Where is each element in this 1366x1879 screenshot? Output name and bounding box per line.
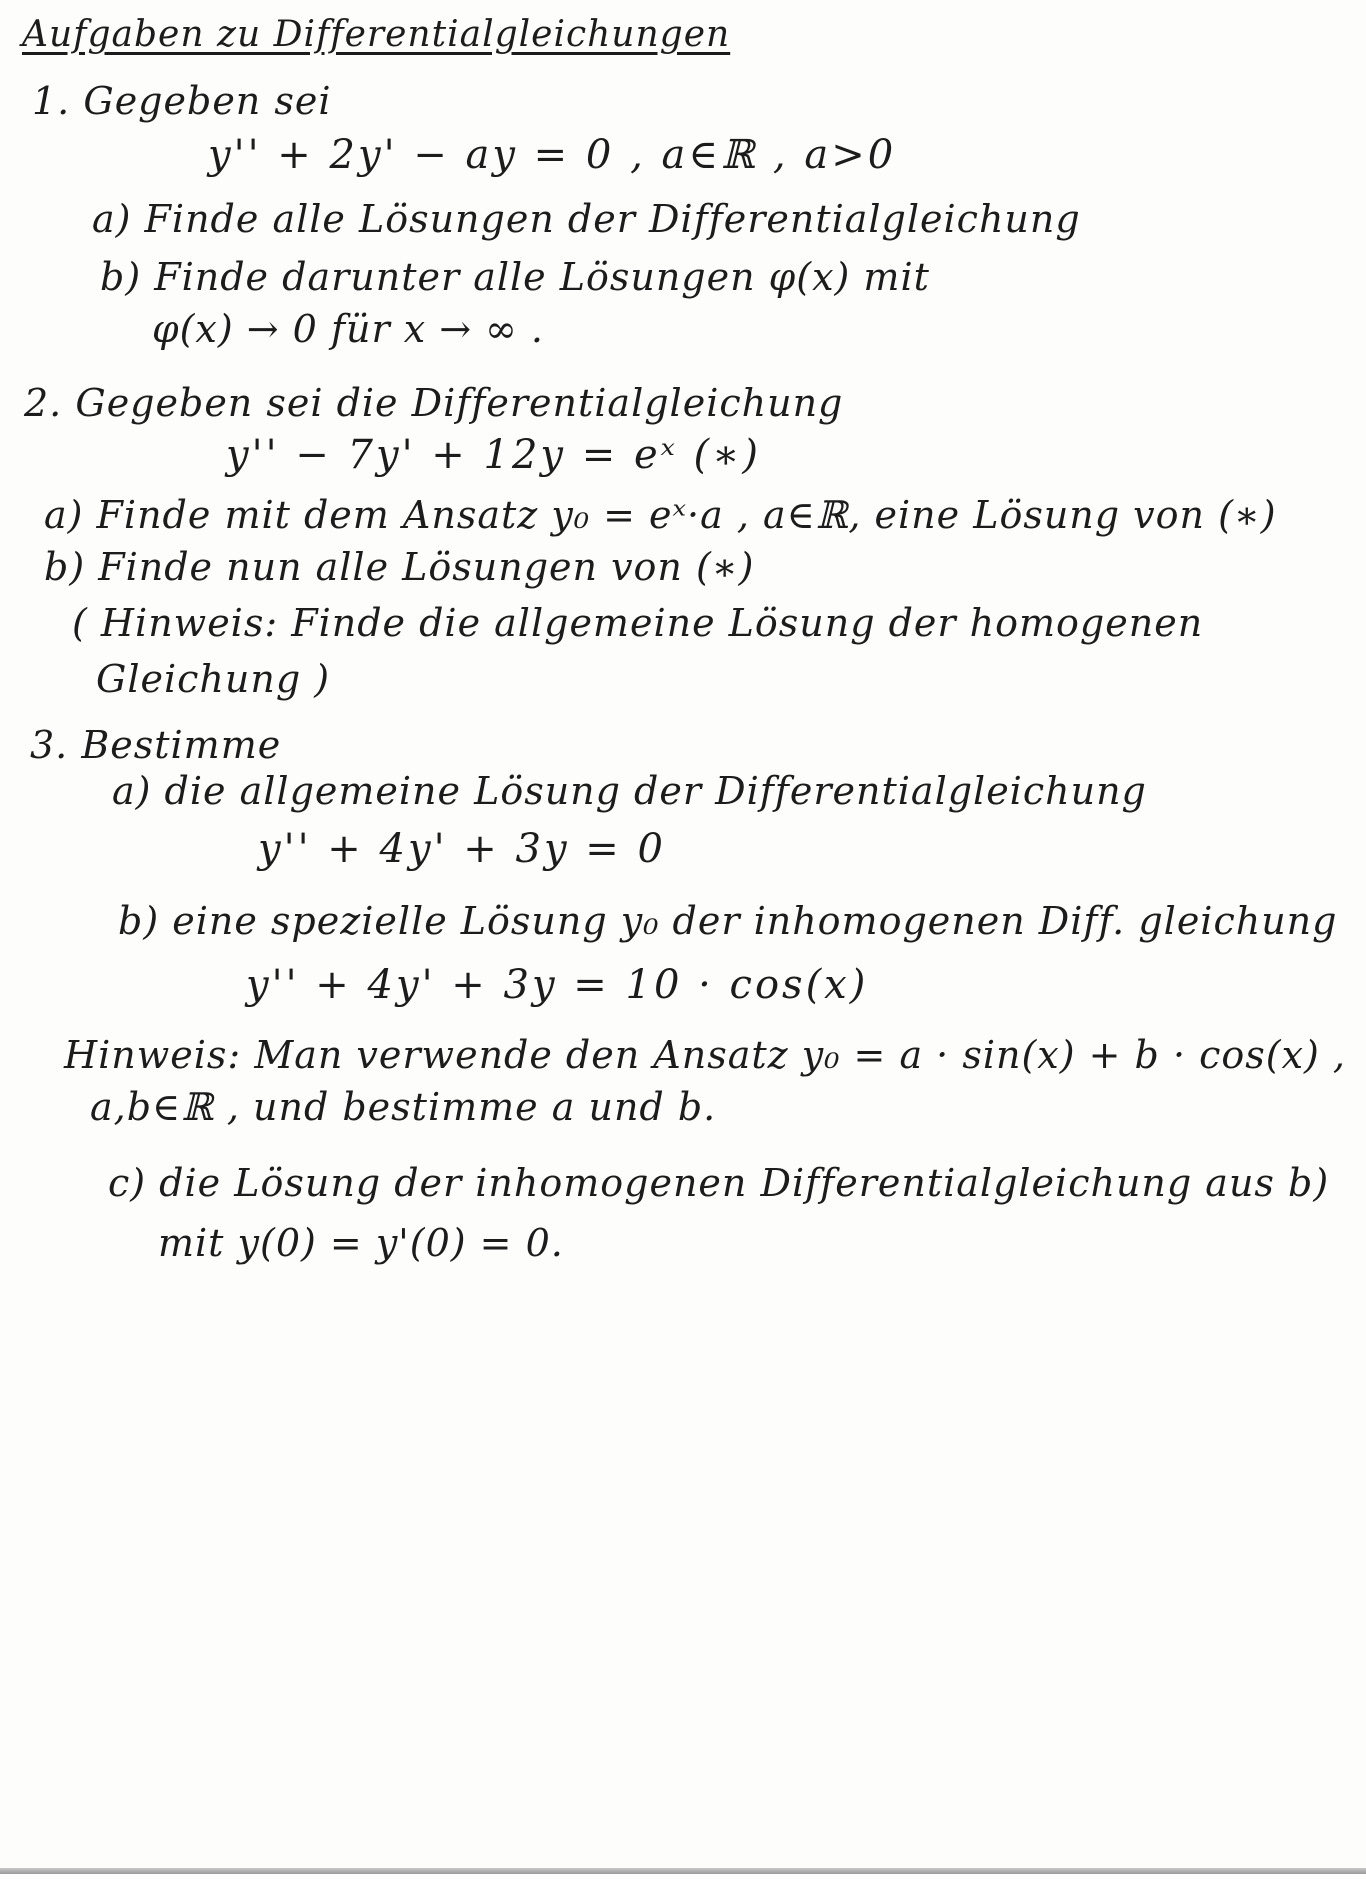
task3-part-a: a) die allgemeine Lösung der Differentialgleichung — [112, 769, 1147, 813]
task3-part-a-equation: y'' + 4y' + 3y = 0 — [258, 826, 666, 872]
task3-heading: 3. Bestimme — [30, 723, 282, 767]
task2-part-a: a) Finde mit dem Ansatz y₀ = eˣ·a , a∈ℝ, eine Lösung von (∗) — [44, 493, 1277, 537]
task1-part-b: b) Finde darunter alle Lösungen φ(x) mit — [100, 255, 930, 299]
task3-hint: Hinweis: Man verwende den Ansatz y₀ = a · sin(x) + b · cos(x) , — [64, 1033, 1347, 1077]
task3-hint-cont: a,b∈ℝ , und bestimme a und b. — [90, 1085, 717, 1129]
task1-heading: 1. Gegeben sei — [32, 79, 332, 123]
task3-part-b-equation: y'' + 4y' + 3y = 10 · cos(x) — [246, 962, 869, 1008]
page-title: Aufgaben zu Differentialgleichungen — [22, 14, 731, 55]
task1-equation: y'' + 2y' − ay = 0 , a∈ℝ , a>0 — [208, 132, 897, 178]
task2-hint: ( Hinweis: Finde die allgemeine Lösung der homogenen — [72, 601, 1204, 645]
task1-part-a: a) Finde alle Lösungen der Differentialgleichung — [92, 197, 1081, 241]
task3-part-c: c) die Lösung der inhomogenen Differentialgleichung aus b) — [108, 1161, 1330, 1205]
task2-heading: 2. Gegeben sei die Differentialgleichung — [24, 381, 844, 425]
task2-equation: y'' − 7y' + 12y = eˣ (∗) — [226, 432, 761, 478]
task1-part-b-condition: φ(x) → 0 für x → ∞ . — [152, 307, 544, 351]
task2-hint-cont: Gleichung ) — [96, 657, 331, 701]
task3-part-b: b) eine spezielle Lösung y₀ der inhomogenen Diff. gleichung — [118, 899, 1338, 943]
task3-part-c-condition: mit y(0) = y'(0) = 0. — [158, 1221, 564, 1265]
task2-part-b: b) Finde nun alle Lösungen von (∗) — [44, 545, 755, 589]
scan-edge — [0, 1868, 1366, 1874]
